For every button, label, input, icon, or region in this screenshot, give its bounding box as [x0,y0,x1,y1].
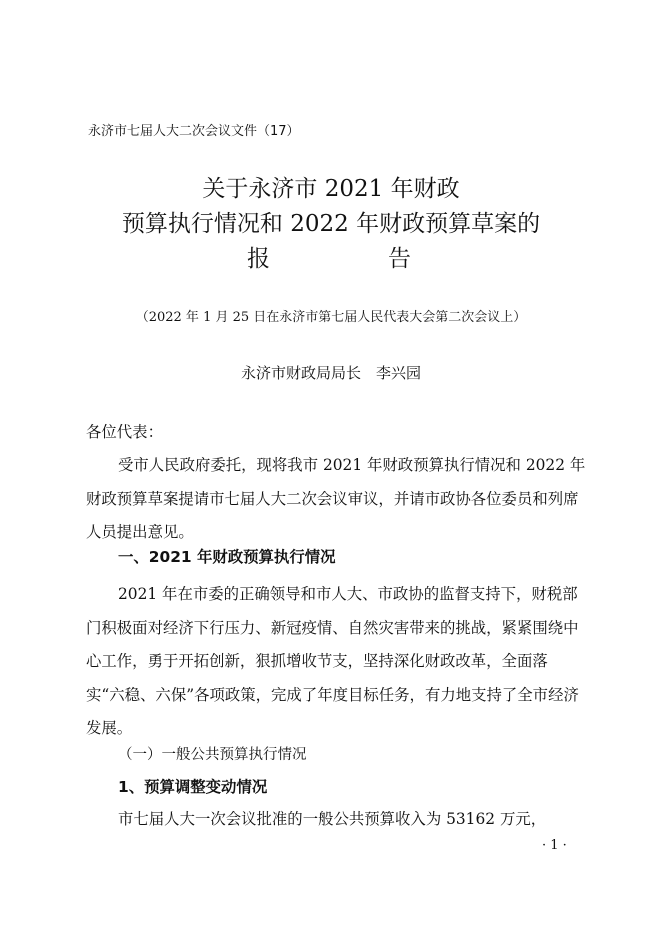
author-line: 永济市财政局局长 李兴园 [240,364,421,382]
intro-paragraph: 受市人民政府委托，现将我市 2021 年财政预算执行情况和 2022 年财政预算草案提请市七届人大二次会议审议，并请市政协各位委员和列席人员提出意见。 [86,456,586,541]
report-title-char-1: 报 [247,246,270,272]
subsection-heading: （一）一般公共预算执行情况 [118,747,307,763]
document-number: 永济市七届人大二次会议文件（17） [88,124,300,139]
section-heading-1: 一、2021 年财政预算执行情况 [118,548,336,566]
report-title-char-2: 告 [388,246,411,272]
page-number: · 1 · [542,838,567,853]
report-title-line-1: 关于永济市 2021 年财政 [202,176,460,202]
item-heading: 1、预算调整变动情况 [118,778,268,796]
meeting-subtitle: （2022 年 1 月 25 日在永济市第七届人民代表大会第二次会议上） [135,310,527,325]
budget-paragraph: 市七届人大一次会议批准的一般公共预算收入为 53162 万元， [118,810,547,828]
report-title-line-2: 预算执行情况和 2022 年财政预算草案的 [121,211,541,237]
section-1-paragraph: 2021 年在市委的正确领导和市人大、市政协的监督支持下，财税部门积极面对经济下行压力、新冠疫情、自然灾害带来的挑战，紧紧围绕中心工作，勇于开拓创新，狠抓增收节支，坚持深化财政改革，全面落实“六稳、六保”各项政策，完成了年度目标任务，有力地支持了全市经济发展。 [86,585,579,737]
greeting: 各位代表： [86,423,163,441]
